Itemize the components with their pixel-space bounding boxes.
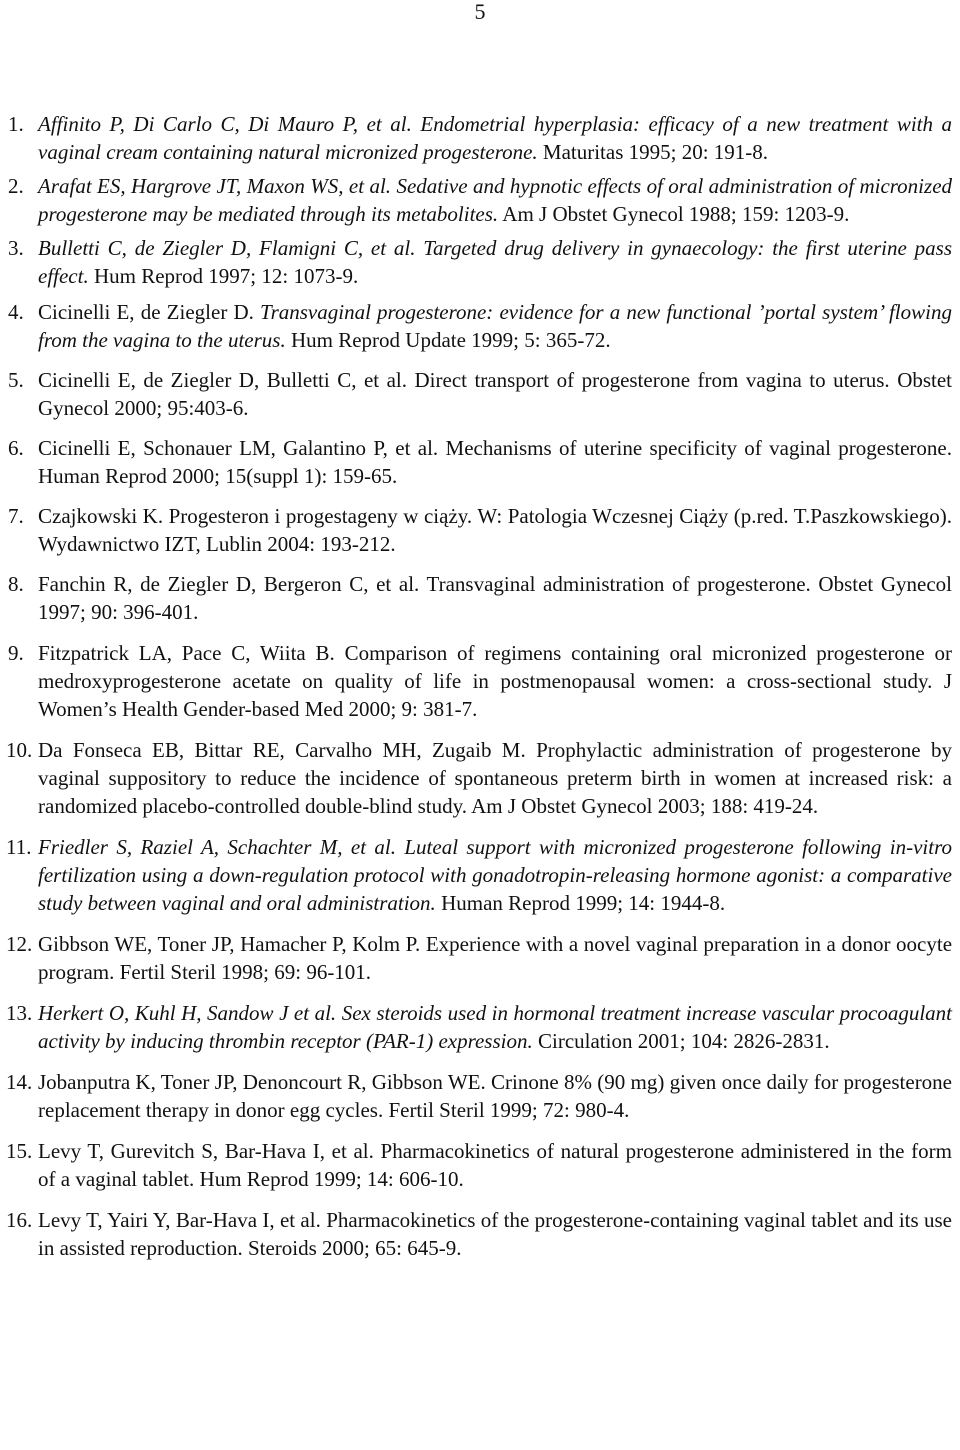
reference-title: Transvaginal administration of progesterone. <box>426 572 811 596</box>
reference-item <box>0 366 960 422</box>
reference-number: 15. <box>6 1139 33 1163</box>
reference-number: 12. <box>6 932 33 956</box>
reference-item <box>0 833 960 917</box>
reference-number: 14. <box>6 1070 33 1094</box>
reference-authors: Da Fonseca EB, Bittar RE, Carvalho MH, Zugaib M. <box>38 738 526 762</box>
reference-source: Am J Obstet Gynecol 1988; 159: 1203-9. <box>502 202 850 226</box>
reference-source: J Women’s Health Gender-based Med 2000; 9: 381-7. <box>38 669 953 721</box>
reference-item <box>0 502 960 558</box>
page-number: 5 <box>474 0 486 24</box>
reference-authors: Herkert O, Kuhl H, Sandow J et al. <box>38 1001 337 1025</box>
reference-source: Obstet Gynecol 2000; 95:403-6. <box>38 368 953 420</box>
reference-title: Mechanisms of uterine specificity of vaginal progesterone. <box>445 436 952 460</box>
reference-item <box>0 570 960 626</box>
reference-authors: Affinito P, Di Carlo C, Di Mauro P, et al. <box>38 112 412 136</box>
reference-item <box>0 234 960 290</box>
reference-title: Sedative and hypnotic effects of oral administration of micronized progesterone may be mediated through its metabolites. <box>38 174 953 226</box>
reference-number: 7. <box>8 504 24 528</box>
reference-title: Pharmacokinetics of natural progesterone administered in the form of a vaginal tablet. <box>38 1139 952 1191</box>
reference-number: 5. <box>8 368 24 392</box>
reference-title: Experience with a novel vaginal preparation in a donor oocyte program. <box>38 932 953 984</box>
reference-item <box>0 1206 960 1262</box>
reference-authors: Cicinelli E, de Ziegler D. <box>38 300 254 324</box>
reference-item <box>0 298 960 354</box>
reference-item <box>0 172 960 228</box>
reference-title: Direct transport of progesterone from vagina to uterus. <box>414 368 890 392</box>
reference-item <box>0 434 960 490</box>
reference-title: Transvaginal progesterone: evidence for a new functional ’portal system’ flowing from the vagina to the uterus. <box>38 300 952 352</box>
reference-authors: Friedler S, Raziel A, Schachter M, et al. <box>38 835 396 859</box>
reference-title: Luteal support with micronized progesterone following in-vitro fertilization using a down-regulation protocol with gonadotropin-releasing hormone agonist: a comparative study between vaginal and oral administration. <box>38 835 952 915</box>
reference-authors: Gibbson WE, Toner JP, Hamacher P, Kolm P. <box>38 932 421 956</box>
reference-item <box>0 736 960 820</box>
reference-number: 9. <box>8 641 24 665</box>
reference-item <box>0 639 960 723</box>
reference-title: Endometrial hyperplasia: efficacy of a new treatment with a vaginal cream containing natural micronized progesterone. <box>38 112 953 164</box>
reference-item <box>0 110 960 166</box>
reference-source: Hum Reprod Update 1999; 5: 365-72. <box>290 328 611 352</box>
reference-title: Pharmacokinetics of the progesterone-containing vaginal tablet and its use in assisted reproduction. <box>38 1208 953 1260</box>
reference-authors: Bulletti C, de Ziegler D, Flamigni C, et al. <box>38 236 416 260</box>
reference-authors: Arafat ES, Hargrove JT, Maxon WS, et al. <box>38 174 392 198</box>
reference-authors: Levy T, Gurevitch S, Bar-Hava I, et al. <box>38 1139 374 1163</box>
reference-authors: Cicinelli E, Schonauer LM, Galantino P, et al. <box>38 436 439 460</box>
reference-source: Hum Reprod 1997; 12: 1073-9. <box>93 264 359 288</box>
reference-source: Maturitas 1995; 20: 191-8. <box>542 140 769 164</box>
reference-source: Circulation 2001; 104: 2826-2831. <box>538 1029 830 1053</box>
reference-title: Crinone 8% (90 mg) given once daily for progesterone replacement therapy in donor egg cycles. <box>38 1070 953 1122</box>
reference-source: Am J Obstet Gynecol 2003; 188: 419-24. <box>471 794 819 818</box>
reference-list <box>0 110 960 1262</box>
reference-title: Sex steroids used in hormonal treatment increase vascular procoagulant activity by inducing thrombin receptor (PAR-1) expression. <box>38 1001 953 1053</box>
reference-authors: Czajkowski K. <box>38 504 164 528</box>
reference-number: 11. <box>6 835 32 859</box>
reference-authors: Fanchin R, de Ziegler D, Bergeron C, et al. <box>38 572 420 596</box>
reference-title: Progesteron i progestageny w ciąży. <box>168 504 473 528</box>
reference-source: Obstet Gynecol 1997; 90: 396-401. <box>38 572 952 624</box>
reference-source: Steroids 2000; 65: 645-9. <box>247 1236 462 1260</box>
reference-number: 6. <box>8 436 24 460</box>
reference-source: Human Reprod 1999; 14: 1944-8. <box>441 891 726 915</box>
reference-source: W: Patologia Wczesnej Ciąży (p.red. T.Paszkowskiego). Wydawnictwo IZT, Lublin 2004: 193-212. <box>38 504 953 556</box>
reference-number: 1. <box>8 112 24 136</box>
reference-number: 8. <box>8 572 24 596</box>
reference-title: Targeted drug delivery in gynaecology: the first uterine pass effect. <box>38 236 952 288</box>
reference-authors: Jobanputra K, Toner JP, Denoncourt R, Gibbson WE. <box>38 1070 486 1094</box>
reference-number: 13. <box>6 1001 33 1025</box>
reference-source: Fertil Steril 1999; 72: 980-4. <box>388 1098 630 1122</box>
reference-authors: Fitzpatrick LA, Pace C, Wiita B. <box>38 641 335 665</box>
reference-source: Hum Reprod 1999; 14: 606-10. <box>199 1167 464 1191</box>
reference-source: Fertil Steril 1998; 69: 96-101. <box>119 960 372 984</box>
reference-item <box>0 930 960 986</box>
reference-number: 2. <box>8 174 24 198</box>
reference-item <box>0 999 960 1055</box>
reference-title: Prophylactic administration of progesterone by vaginal suppository to reduce the incidence of spontaneous preterm birth in women at increased risk: a randomized placebo-controlled double-blind study. <box>38 738 952 818</box>
reference-number: 4. <box>8 300 24 324</box>
reference-source: Human Reprod 2000; 15(suppl 1): 159-65. <box>38 464 398 488</box>
reference-item <box>0 1137 960 1193</box>
reference-number: 10. <box>6 738 33 762</box>
reference-title: Comparison of regimens containing oral micronized progesterone or medroxyprogesterone acetate on quality of life in postmenopausal women: a cross-sectional study. <box>38 641 952 693</box>
reference-item <box>0 1068 960 1124</box>
reference-number: 3. <box>8 236 24 260</box>
reference-number: 16. <box>6 1208 33 1232</box>
reference-authors: Cicinelli E, de Ziegler D, Bulletti C, et al. <box>38 368 407 392</box>
reference-authors: Levy T, Yairi Y, Bar-Hava I, et al. <box>38 1208 321 1232</box>
